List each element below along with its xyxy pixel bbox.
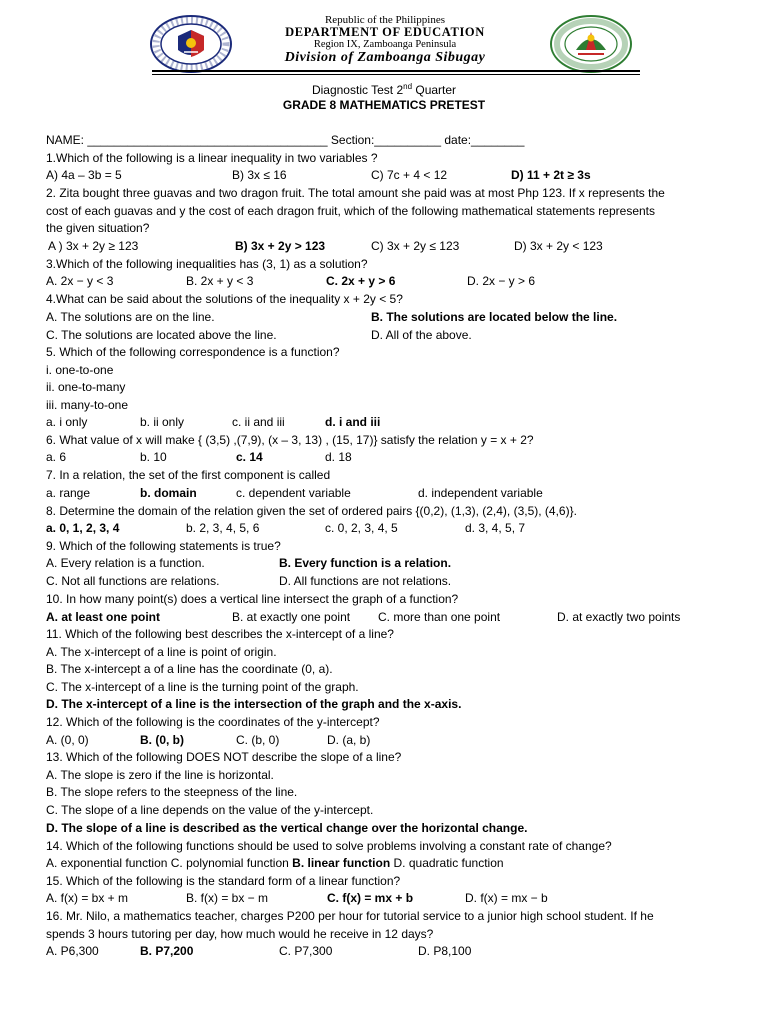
q6-choice-b: b. 10 — [140, 450, 167, 464]
name-section-date-line: NAME: ____________________________________ Section:__________ date:________ — [46, 133, 525, 147]
q1-choice-c: C) 7c + 4 < 12 — [371, 168, 448, 182]
question-2-line-1: 2. Zita bought three guavas and two dragon fruit. The total amount she paid was at most Php 123. If x represents the — [46, 186, 665, 200]
q14-choices — [46, 856, 504, 871]
q4-choice-a: A. The solutions are on the line. — [46, 310, 215, 324]
q12-choice-a: A. (0, 0) — [46, 733, 89, 747]
q16-choice-b: B. P7,200 — [140, 944, 194, 958]
q10-choice-a: A. at least one point — [46, 610, 161, 624]
q15-choice-d: D. f(x) = mx − b — [465, 891, 548, 905]
q6-choice-c: c. 14 — [236, 450, 263, 464]
q9-choice-b: B. Every function is a relation. — [279, 556, 452, 570]
q14-choice-d: D. quadratic function — [390, 856, 504, 870]
republic-text: Republic of the Philippines — [324, 14, 446, 26]
division-seal-logo — [548, 14, 634, 74]
q5-item-i: i. one-to-one — [46, 363, 114, 377]
q6-choice-a: a. 6 — [46, 450, 67, 464]
question-4: 4.What can be said about the solutions of the inequality x + 2y < 5? — [46, 292, 403, 306]
q5-item-iii: iii. many-to-one — [46, 398, 129, 412]
q4-choice-d: D. All of the above. — [371, 328, 472, 342]
question-13: 13. Which of the following DOES NOT describe the slope of a line? — [46, 750, 402, 764]
q2-choice-d: D) 3x + 2y < 123 — [514, 239, 603, 253]
q8-choice-d: d. 3, 4, 5, 7 — [465, 521, 526, 535]
q3-choice-c: C. 2x + y > 6 — [326, 274, 396, 288]
q6-choice-d: d. 18 — [325, 450, 352, 464]
question-7: 7. In a relation, the set of the first component is called — [46, 468, 331, 482]
q9-choice-c: C. Not all functions are relations. — [46, 574, 220, 588]
q16-choice-d: D. P8,100 — [418, 944, 472, 958]
q10-choice-b: B. at exactly one point — [232, 610, 351, 624]
q10-choice-c: C. more than one point — [378, 610, 501, 624]
q8-choice-a: a. 0, 1, 2, 3, 4 — [46, 521, 120, 535]
q12-choice-c: C. (b, 0) — [236, 733, 280, 747]
q5-choice-b: b. ii only — [140, 415, 185, 429]
q1-choice-d: D) 11 + 2t ≥ 3s — [511, 168, 591, 182]
q16-choice-c: C. P7,300 — [279, 944, 333, 958]
question-12: 12. Which of the following is the coordinates of the y-intercept? — [46, 715, 380, 729]
q1-choice-a: A) 4a – 3b = 5 — [46, 168, 122, 182]
question-16-line-1: 16. Mr. Nilo, a mathematics teacher, charges P200 per hour for tutorial service to a junior high school student. If he — [46, 909, 654, 923]
q13-choice-b: B. The slope refers to the steepness of the line. — [46, 785, 298, 799]
q4-choice-b: B. The solutions are located below the line. — [371, 310, 618, 324]
question-1: 1.Which of the following is a linear inequality in two variables ? — [46, 151, 378, 165]
question-10: 10. In how many point(s) does a vertical line intersect the graph of a function? — [46, 592, 459, 606]
q11-choice-a: A. The x-intercept of a line is point of origin. — [46, 645, 277, 659]
q2-choice-a: A ) 3x + 2y ≥ 123 — [48, 239, 139, 253]
question-2-line-3: the given situation? — [46, 221, 150, 235]
q15-choice-c: C. f(x) = mx + b — [327, 891, 414, 905]
q13-choice-a: A. The slope is zero if the line is horizontal. — [46, 768, 274, 782]
q14-choice-b: B. linear function — [292, 856, 391, 870]
question-16-line-2: spends 3 hours tutoring per day, how much would he receive in 12 days? — [46, 927, 434, 941]
q12-choice-d: D. (a, b) — [327, 733, 371, 747]
region-text: Region IX, Zamboanga Peninsula — [313, 39, 457, 50]
q3-choice-d: D. 2x − y > 6 — [467, 274, 536, 288]
header-rule — [152, 70, 640, 72]
q7-choice-a: a. range — [46, 486, 91, 500]
question-9: 9. Which of the following statements is true? — [46, 539, 281, 553]
q7-choice-c: c. dependent variable — [236, 486, 351, 500]
q13-choice-c: C. The slope of a line depends on the value of the y-intercept. — [46, 803, 374, 817]
q11-choice-c: C. The x-intercept of a line is the turning point of the graph. — [46, 680, 359, 694]
q11-choice-b: B. The x-intercept a of a line has the coordinate (0, a). — [46, 662, 333, 676]
question-8: 8. Determine the domain of the relation given the set of ordered pairs {(0,2), (1,3), (2,4), (3,5), (4,6)}. — [46, 504, 577, 518]
q8-choice-b: b. 2, 3, 4, 5, 6 — [186, 521, 260, 535]
q12-choice-b: B. (0, b) — [140, 733, 184, 747]
test-title: Diagnostic Test 2nd Quarter — [311, 82, 457, 97]
deped-seal-logo — [148, 14, 234, 74]
q5-item-ii: ii. one-to-many — [46, 380, 126, 394]
q16-choice-a: A. P6,300 — [46, 944, 99, 958]
q15-choice-a: A. f(x) = bx + m — [46, 891, 129, 905]
test-subtitle: GRADE 8 MATHEMATICS PRETEST — [282, 98, 486, 112]
department-text: DEPARTMENT OF EDUCATION — [285, 25, 485, 39]
q7-choice-b: b. domain — [140, 486, 197, 500]
q9-choice-d: D. All functions are not relations. — [279, 574, 452, 588]
q2-choice-b: B) 3x + 2y > 123 — [235, 239, 326, 253]
q9-choice-a: A. Every relation is a function. — [46, 556, 205, 570]
q1-choice-b: B) 3x ≤ 16 — [232, 168, 287, 182]
q10-choice-d: D. at exactly two points — [557, 610, 681, 624]
q2-choice-c: C) 3x + 2y ≤ 123 — [371, 239, 460, 253]
question-3: 3.Which of the following inequalities has (3, 1) as a solution? — [46, 257, 368, 271]
question-11: 11. Which of the following best describes the x-intercept of a line? — [46, 627, 394, 641]
q5-choice-a: a. i only — [46, 415, 88, 429]
q4-choice-c: C. The solutions are located above the line. — [46, 328, 277, 342]
question-15: 15. Which of the following is the standard form of a linear function? — [46, 874, 401, 888]
q11-choice-d: D. The x-intercept of a line is the intersection of the graph and the x-axis. — [46, 697, 462, 711]
letterhead — [230, 14, 540, 66]
question-5: 5. Which of the following correspondence is a function? — [46, 345, 340, 359]
question-14: 14. Which of the following functions should be used to solve problems involving a constant rate of change? — [46, 839, 612, 853]
q8-choice-c: c. 0, 2, 3, 4, 5 — [325, 521, 398, 535]
division-text: Division of Zamboanga Sibugay — [284, 50, 486, 65]
q3-choice-a: A. 2x − y < 3 — [46, 274, 114, 288]
q5-choice-c: c. ii and iii — [232, 415, 285, 429]
q14-choices-ac: A. exponential function C. polynomial function — [46, 856, 293, 870]
q3-choice-b: B. 2x + y < 3 — [186, 274, 254, 288]
q7-choice-d: d. independent variable — [418, 486, 543, 500]
q15-choice-b: B. f(x) = bx − m — [186, 891, 269, 905]
header-rule-thin — [152, 74, 640, 75]
q5-choice-d: d. i and iii — [325, 415, 381, 429]
question-6: 6. What value of x will make { (3,5) ,(7,9), (x – 3, 13) , (15, 17)} satisfy the relation y = x + 2? — [46, 433, 534, 447]
q13-choice-d: D. The slope of a line is described as the vertical change over the horizontal change. — [46, 821, 528, 835]
question-2-line-2: cost of each guavas and y the cost of each dragon fruit, which of the following mathematical statements represents — [46, 204, 655, 218]
